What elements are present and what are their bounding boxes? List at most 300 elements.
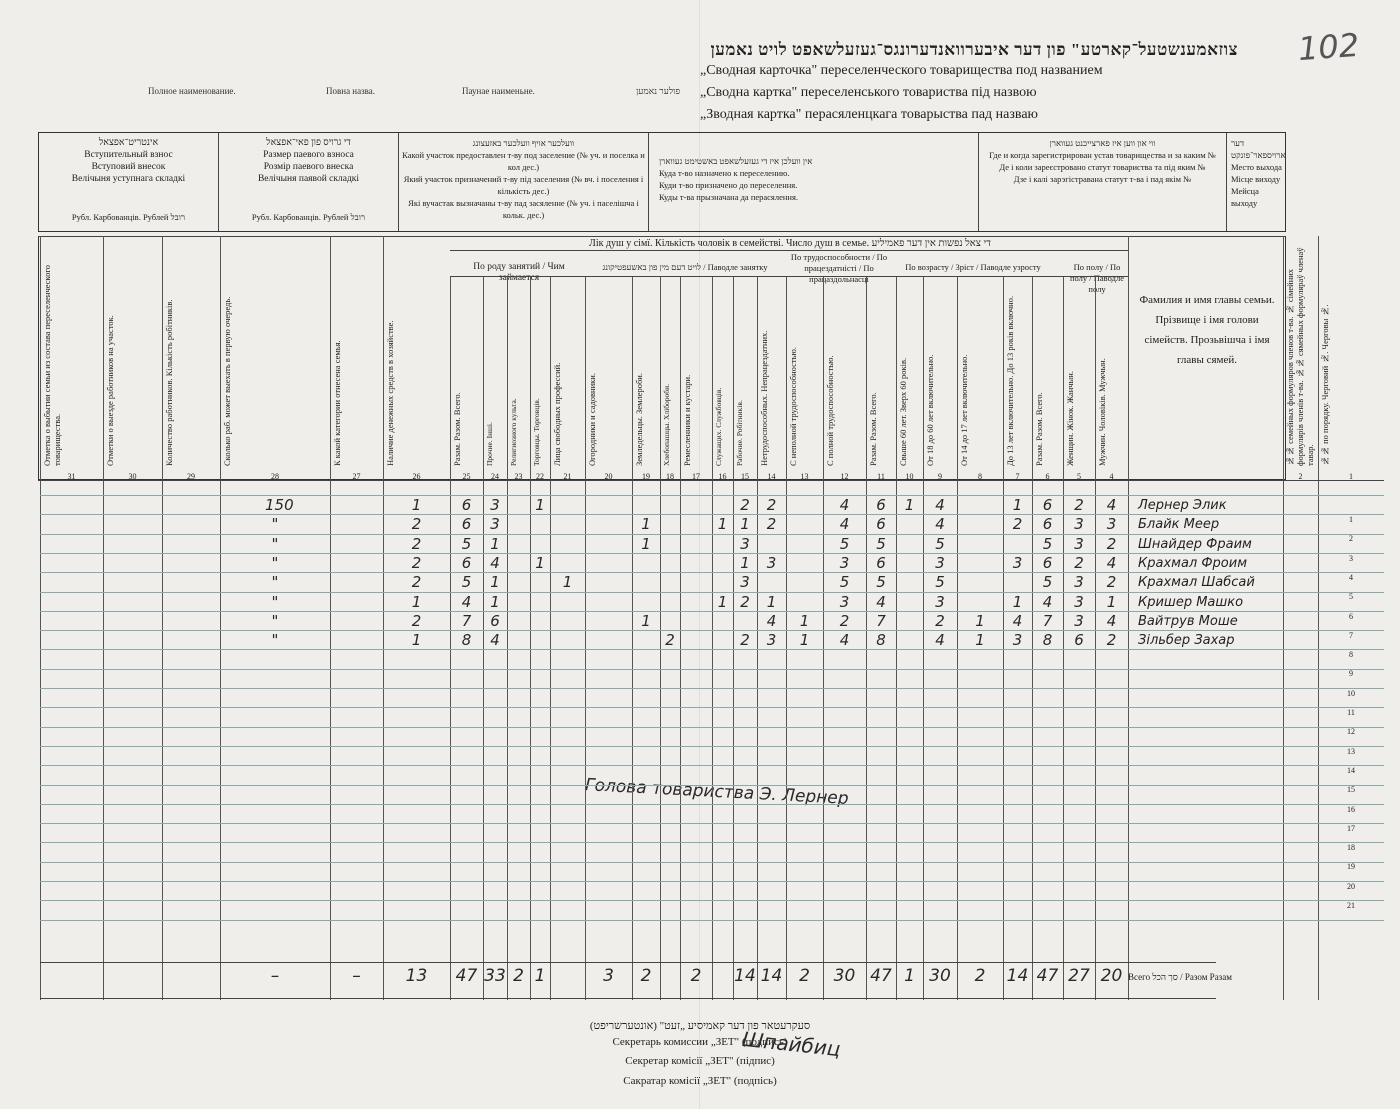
grid-row-line — [40, 920, 1384, 921]
column-divider — [383, 236, 384, 1000]
cell-value-c12: 2 — [839, 611, 850, 630]
column-header-23: Религиозного культа. — [509, 398, 518, 466]
grid-row-line — [40, 727, 1384, 728]
cell-value-c7: 1 — [1012, 496, 1023, 514]
column-divider — [712, 276, 713, 1000]
total-value-c11: 47 — [870, 966, 892, 986]
cell-value-c26: 2 — [411, 553, 422, 572]
cell-value-c22: 1 — [535, 553, 545, 572]
cell-value-c8: 1 — [975, 611, 985, 630]
column-header-10: Свыше 60 лет. Зверх 60 років. — [898, 357, 908, 466]
cell-value-c15: 2 — [740, 631, 750, 650]
grid-row-line — [40, 765, 1384, 766]
column-number-6: 6 — [1045, 472, 1050, 481]
grid-row-line — [40, 900, 1384, 901]
row-number: 16 — [1347, 804, 1355, 814]
column-divider — [786, 276, 787, 1000]
column-header-6: Разам. Разом. Всего. — [1034, 392, 1044, 466]
grid-row-line — [40, 862, 1384, 863]
cell-value-c19: 1 — [641, 534, 651, 553]
row-number: 10 — [1347, 688, 1355, 698]
row-number: 5 — [1349, 592, 1353, 602]
column-number-28: 28 — [271, 472, 279, 481]
total-value-c15: 14 — [734, 966, 756, 986]
family-head-header: Фамилия и имя главы семьи. Прізвище і імя голови сімейств. Прозьвішча і імя главы сямей. — [1139, 294, 1275, 366]
grid-row-line — [40, 553, 1384, 554]
column-number-19: 19 — [642, 472, 650, 481]
column-divider — [957, 276, 958, 1000]
totals-top-rule — [40, 962, 1216, 963]
cell-value-c9: 4 — [935, 515, 945, 534]
column-number-22: 22 — [536, 472, 544, 481]
column-header-16: Служащих. Службовців. — [714, 387, 723, 466]
grid-row-line — [40, 823, 1384, 824]
column-header-13: С неполной трудоспособностью. — [788, 347, 798, 466]
column-number-24: 24 — [491, 472, 499, 481]
secretary-label-uk: Секретар комісії „ЗЕТ" (підпис) — [625, 1055, 775, 1067]
box-registration: ווי און ווען איז פארצייכנט געווארן Где и когда зарегистрирован устав товарищества и за каким № Де і коли зареєстровано статут товариства та під яким № Дзе і калі зарэгістравана статут т-ва і пад якім № — [979, 133, 1227, 231]
cell-value-c28: 150 — [265, 496, 294, 514]
box-share-fee: די גרויס פון פאי־אפצאל Размер паевого взноса Розмір паевого внеска Велічыня паявой складкі Рубл. Карбованців. Рублей רובל — [219, 133, 399, 231]
column-header-15: Рабочие. Робітників. — [735, 400, 744, 466]
cell-value-c25: 5 — [461, 573, 472, 592]
cell-value-c5: 3 — [1074, 534, 1084, 553]
group-by-sex: По полу / По полу / Паводле полу — [1069, 262, 1124, 294]
cell-value-c11: 7 — [876, 611, 886, 630]
name-label-ru: Полное наименование. — [148, 86, 236, 96]
title-belarusian: „Зводная картка" перасяленцкага товарыства пад назваю — [700, 107, 1038, 122]
column-divider — [1128, 236, 1129, 1000]
cell-value-c4: 2 — [1106, 534, 1117, 553]
column-number-10: 10 — [905, 472, 914, 481]
column-number-11: 11 — [877, 472, 885, 481]
cell-value-c14: 2 — [766, 515, 777, 534]
grid-row-line — [40, 669, 1384, 670]
totals-bottom-rule — [40, 998, 1216, 999]
cell-value-c25: 6 — [461, 496, 472, 514]
column-number-12: 12 — [840, 472, 849, 481]
total-value-c12: 30 — [833, 966, 856, 986]
column-divider — [680, 276, 681, 1000]
family-head-name: Крахмал Шабсай — [1138, 575, 1255, 591]
cell-value-c9: 5 — [935, 534, 945, 553]
row-number: 11 — [1347, 708, 1355, 717]
cell-value-c28: " — [271, 553, 279, 572]
cell-value-c9: 3 — [935, 592, 945, 611]
column-header-31: Отметка о выбытии семьи из состава переселенческого товарищества. — [42, 265, 62, 466]
cell-value-c11: 6 — [876, 496, 886, 514]
cell-value-c4: 4 — [1106, 496, 1117, 514]
column-header-11: Разам. Разом. Всего. — [868, 392, 878, 466]
cell-value-c14: 1 — [766, 592, 777, 611]
column-divider — [1032, 276, 1033, 1000]
cell-value-c12: 4 — [839, 515, 850, 534]
cell-value-c19: 1 — [641, 515, 651, 534]
grid-row-line — [40, 842, 1384, 843]
cell-value-c24: 4 — [490, 553, 500, 572]
cell-value-c6: 6 — [1042, 496, 1053, 514]
group-by-occupation: По роду занятий / Чим займается — [473, 262, 565, 283]
cell-value-c28: " — [271, 631, 279, 650]
cell-value-c9: 4 — [935, 496, 945, 514]
cell-value-c19: 1 — [641, 611, 651, 630]
column-header-21: Лица свободных профессий. — [552, 362, 562, 466]
cell-value-c6: 8 — [1042, 631, 1053, 650]
column-header-2: №№ семейных формуляров членов т-ва. № сімейних формулярів членів т-ва. №№ сямейных формуляраў членаў тавар. — [1285, 247, 1315, 466]
column-number-30: 30 — [128, 472, 137, 481]
cell-value-c4: 3 — [1106, 515, 1117, 534]
family-head-name: Лернер Элик — [1138, 498, 1227, 513]
total-value-c28: – — [270, 966, 280, 986]
column-divider — [585, 276, 586, 1000]
cell-value-c14: 2 — [766, 496, 777, 514]
column-header-30: Отметки о выезде работников на участок. — [105, 315, 115, 466]
cell-value-c4: 2 — [1106, 631, 1117, 650]
cell-value-c5: 3 — [1074, 592, 1084, 611]
column-number-13: 13 — [800, 472, 809, 481]
column-number-9: 9 — [938, 472, 942, 481]
cell-value-c8: 1 — [975, 631, 985, 650]
name-label-yi: פולער נאמען — [636, 86, 681, 96]
box-destination: אין וועלכן איז די געזעלשאפט באשטימט געווארן Куда т-во назначено к переселению. Куди т-во призначено до переселення. Куды т-ва прызначана да перасялення. — [649, 133, 979, 231]
cell-value-c25: 6 — [461, 515, 472, 534]
family-head-name: Блайк Меер — [1138, 517, 1220, 533]
cell-value-c24: 1 — [490, 573, 500, 592]
column-divider — [1318, 236, 1319, 1000]
page-number: 102 — [1296, 25, 1361, 69]
cell-value-c15: 3 — [740, 573, 750, 592]
cell-value-c28: " — [271, 611, 279, 630]
row-number: 13 — [1347, 746, 1355, 756]
column-header-4: Мужчин. Чоловіків. Мужчын. — [1097, 358, 1107, 466]
column-divider — [330, 236, 331, 1000]
column-header-20: Огородники и садовники. — [587, 373, 597, 466]
total-value-c14: 14 — [760, 966, 783, 986]
group-by-age: По возрасту / Зріст / Паводле узросту — [905, 262, 1041, 272]
cell-value-c15: 2 — [740, 592, 750, 611]
cell-value-c15: 3 — [740, 534, 750, 553]
column-divider — [530, 276, 531, 1000]
cell-value-c7: 2 — [1012, 515, 1023, 534]
total-value-c26: 13 — [405, 966, 428, 986]
column-number-2: 2 — [1298, 472, 1303, 481]
cell-value-c12: 4 — [839, 631, 850, 650]
cell-value-c28: " — [271, 573, 279, 592]
cell-value-c26: 1 — [411, 496, 422, 514]
column-divider — [866, 276, 867, 1000]
cell-value-c16: 1 — [717, 515, 728, 534]
cell-value-c14: 4 — [766, 611, 777, 630]
row-number: 9 — [1349, 669, 1353, 679]
column-number-31: 31 — [67, 472, 76, 481]
column-header-1: №№ по порядку. Черговий №. Черговы №. — [1320, 304, 1330, 466]
cell-value-c9: 3 — [935, 553, 945, 572]
family-head-name: Вайтрув Моше — [1138, 613, 1238, 629]
column-header-14: Нетрудоспособных. Непрацездатних. — [759, 330, 769, 466]
cell-value-c25: 4 — [461, 592, 472, 611]
secretary-label-by: Сакратар комісії „ЗЕТ" (подпісь) — [623, 1075, 777, 1087]
total-value-c27: – — [352, 966, 361, 986]
column-divider — [483, 276, 484, 1000]
column-number-27: 27 — [352, 472, 361, 481]
cell-value-c26: 2 — [411, 534, 422, 553]
family-head-name: Зільбер Захар — [1138, 633, 1235, 649]
family-head-name: Шнайдер Фраим — [1138, 536, 1252, 552]
column-number-1: 1 — [1349, 472, 1353, 481]
cell-value-c9: 5 — [935, 573, 945, 592]
secretary-label-yi: סעקרעטאר פון דער קאמיסיע „זעט" (אונטערשריפט) — [589, 1020, 811, 1032]
column-divider — [923, 276, 924, 1000]
row-number: 12 — [1347, 727, 1355, 737]
column-number-21: 21 — [563, 472, 572, 481]
cell-value-c5: 2 — [1074, 553, 1084, 572]
total-value-c4: 20 — [1100, 966, 1123, 986]
grid-row-line — [40, 881, 1384, 882]
column-divider — [450, 276, 451, 1000]
column-header-29: Количество работников. Кількість робітників. — [164, 299, 174, 466]
cell-value-c26: 1 — [411, 592, 422, 611]
cell-value-c24: 1 — [490, 534, 500, 553]
cell-value-c21: 1 — [562, 573, 573, 592]
column-header-9: От 18 до 60 лет включительно. — [925, 354, 935, 466]
grid-row-line — [40, 688, 1384, 689]
column-number-8: 8 — [978, 472, 982, 481]
total-value-c10: 1 — [904, 966, 915, 986]
cell-value-c9: 2 — [935, 611, 945, 630]
column-number-5: 5 — [1077, 472, 1081, 481]
cell-value-c25: 7 — [461, 611, 472, 630]
cell-value-c11: 5 — [876, 534, 886, 553]
cell-value-c24: 6 — [490, 611, 500, 630]
column-divider — [733, 276, 734, 1000]
cell-value-c13: 1 — [799, 611, 810, 630]
column-number-18: 18 — [666, 472, 674, 481]
row-number: 19 — [1347, 862, 1355, 872]
cell-value-c5: 3 — [1074, 573, 1084, 592]
column-divider — [550, 276, 551, 1000]
cell-value-c11: 5 — [876, 573, 886, 592]
total-value-c8: 2 — [974, 966, 986, 986]
cell-value-c15: 2 — [740, 496, 750, 514]
cell-value-c12: 4 — [839, 496, 850, 514]
row-number: 21 — [1347, 901, 1355, 910]
column-number-14: 14 — [767, 472, 776, 481]
column-number-23: 23 — [514, 472, 523, 481]
secretary-signature: Шпайбиц — [741, 1026, 842, 1062]
header-group-rule — [450, 250, 1128, 251]
group-by-ability: По трудоспособности / По працездатністі / По працаздольнасці — [790, 252, 888, 284]
cell-value-c26: 1 — [411, 631, 422, 650]
name-label-uk: Повна назва. — [326, 86, 376, 96]
column-divider — [1003, 276, 1004, 1000]
row-number: 3 — [1349, 553, 1353, 563]
row-number: 8 — [1349, 650, 1353, 660]
cell-value-c4: 4 — [1106, 553, 1117, 572]
column-divider — [896, 276, 897, 1000]
column-header-25: Разам. Разом. Всего. — [452, 392, 462, 466]
column-divider — [507, 276, 508, 1000]
column-number-25: 25 — [462, 472, 471, 481]
cell-value-c5: 2 — [1074, 496, 1084, 514]
column-divider — [632, 276, 633, 1000]
cell-value-c25: 5 — [461, 534, 472, 553]
column-header-5: Женщин. Жінок. Жанчын. — [1065, 371, 1075, 466]
cell-value-c11: 8 — [876, 631, 886, 650]
cell-value-c11: 4 — [876, 592, 886, 611]
cell-value-c15: 1 — [740, 515, 750, 534]
grid-row-line — [40, 804, 1384, 805]
cell-value-c4: 1 — [1106, 592, 1117, 611]
column-number-15: 15 — [741, 472, 749, 481]
chairman-signature-note: Голова товариства Э. Лернер — [584, 775, 850, 809]
total-value-c13: 2 — [799, 966, 810, 986]
cell-value-c25: 6 — [461, 553, 472, 572]
total-value-c6: 47 — [1036, 966, 1059, 986]
cell-value-c6: 6 — [1042, 553, 1053, 572]
column-header-26: Наличие денежных средств в хозяйстве. — [385, 320, 395, 466]
column-header-12: С полной трудоспособностью. — [825, 355, 835, 466]
cell-value-c13: 1 — [799, 631, 810, 650]
cell-value-c12: 5 — [839, 573, 850, 592]
column-header-7: До 13 лет включительно. До 13 років включно. — [1005, 295, 1015, 466]
column-header-19: Земледельцы. Землероби. — [634, 373, 644, 466]
cell-value-c6: 5 — [1042, 573, 1053, 592]
column-divider — [220, 236, 221, 1000]
header-bottom-rule — [38, 480, 1384, 481]
cell-value-c22: 1 — [535, 496, 545, 514]
column-number-17: 17 — [692, 472, 700, 481]
cell-value-c9: 4 — [935, 631, 945, 650]
cell-value-c6: 7 — [1042, 611, 1053, 630]
total-value-c9: 30 — [929, 966, 951, 986]
grid-row-line — [40, 746, 1384, 747]
total-value-c17: 2 — [690, 966, 702, 986]
column-divider — [103, 236, 104, 1000]
header-subgroup-rule — [450, 276, 1128, 277]
cell-value-c14: 3 — [766, 553, 777, 572]
grid-row-line — [40, 534, 1384, 535]
cell-value-c5: 6 — [1074, 631, 1084, 650]
cell-value-c18: 2 — [665, 631, 675, 650]
cell-value-c5: 3 — [1074, 611, 1084, 630]
column-divider — [40, 236, 41, 1000]
cell-value-c24: 4 — [490, 631, 500, 650]
column-header-17: Ремесленники и кустари. — [682, 374, 692, 466]
info-boxes — [38, 132, 1286, 232]
cell-value-c14: 3 — [766, 631, 777, 650]
column-header-28: Сколько раб. может выехать в первую очередь. — [222, 296, 232, 466]
cell-value-c6: 6 — [1042, 515, 1053, 534]
total-value-c23: 2 — [513, 966, 524, 986]
total-value-c24: 33 — [484, 966, 506, 986]
column-number-4: 4 — [1109, 472, 1114, 481]
row-number: 2 — [1349, 534, 1353, 544]
totals-label: Всего סך הכל / Разом Разам — [1128, 972, 1232, 982]
column-number-16: 16 — [718, 472, 727, 481]
cell-value-c12: 3 — [839, 592, 850, 611]
cell-value-c12: 3 — [839, 553, 850, 572]
cell-value-c7: 1 — [1012, 592, 1023, 611]
cell-value-c4: 4 — [1106, 611, 1117, 630]
total-value-c7: 14 — [1006, 966, 1029, 986]
family-head-name: Кришер Машко — [1138, 594, 1244, 610]
column-header-22: Торговцы. Торговців. — [532, 398, 541, 466]
column-divider — [823, 276, 824, 1000]
cell-value-c28: " — [271, 515, 279, 534]
total-value-c20: 3 — [603, 966, 614, 986]
cell-value-c11: 6 — [876, 553, 886, 572]
row-number: 14 — [1347, 765, 1355, 775]
group-by-occupation-alt: לויט דעם מין פון באשעפטיקונג / Паводле занятку — [602, 262, 768, 272]
row-number: 7 — [1349, 630, 1353, 640]
column-header-24: Прочие. Інші. — [485, 422, 494, 466]
grid-row-line — [40, 785, 1384, 786]
total-value-c5: 27 — [1068, 966, 1090, 986]
column-divider — [162, 236, 163, 1000]
cell-value-c26: 2 — [411, 573, 422, 592]
column-header-27: К какой категории отнесена семья. — [332, 340, 342, 466]
cell-value-c12: 5 — [839, 534, 850, 553]
column-number-29: 29 — [187, 472, 195, 481]
cell-value-c16: 1 — [717, 592, 728, 611]
column-divider — [1283, 236, 1284, 1000]
box-departure: דער ארויספאר־פונקט Место выхода Місце виходу Мейсца выходу — [1231, 138, 1286, 208]
cell-value-c6: 5 — [1042, 534, 1053, 553]
cell-value-c7: 3 — [1012, 553, 1023, 572]
cell-value-c4: 2 — [1106, 573, 1117, 592]
cell-value-c7: 4 — [1012, 611, 1023, 630]
row-number: 18 — [1347, 843, 1355, 853]
column-divider — [1063, 276, 1064, 1000]
grid-row-line — [40, 611, 1384, 612]
secretary-label-ru: Секретарь комиссии „ЗЕТ" (подпись) — [612, 1036, 788, 1048]
row-number: 4 — [1349, 572, 1353, 582]
cell-value-c24: 3 — [490, 515, 500, 534]
row-number: 15 — [1347, 785, 1355, 795]
column-header-8: От 14 до 17 лет включительно. — [959, 354, 969, 466]
total-value-c22: 1 — [534, 966, 546, 986]
row-number: 1 — [1349, 515, 1353, 524]
column-header-18: Хлебопашцы. Хлібороби. — [662, 384, 671, 466]
grid-row-line — [40, 495, 1384, 496]
cell-value-c28: " — [271, 534, 279, 553]
column-number-20: 20 — [604, 472, 613, 481]
column-number-26: 26 — [412, 472, 421, 481]
grid-row-line — [40, 649, 1384, 650]
cell-value-c10: 1 — [904, 496, 915, 514]
cell-value-c6: 4 — [1042, 592, 1053, 611]
grid-row-line — [40, 707, 1384, 708]
total-value-c25: 47 — [455, 966, 478, 986]
grid-row-line — [40, 630, 1384, 631]
cell-value-c11: 6 — [876, 515, 886, 534]
cell-value-c15: 1 — [740, 553, 750, 572]
cell-value-c7: 3 — [1012, 631, 1023, 650]
column-divider — [1095, 276, 1096, 1000]
grid-row-line — [40, 572, 1384, 573]
cell-value-c25: 8 — [461, 631, 472, 650]
row-number: 6 — [1349, 611, 1353, 621]
box-plot: וועלכער אויף וועלכער באזעצונג Какой участок предоставлен т-ву под заселение (№ уч. и поселка и кол дес.) Який участок призначений т-ву під заселения (№ вч. і поселения і кількість дес.) Які вучастак вызначаны т-ву пад засяленне (№ уч. і паселішча і кольк. дес.) — [399, 133, 649, 231]
column-divider — [757, 276, 758, 1000]
cell-value-c24: 3 — [490, 496, 500, 514]
group-family-count: Лік душ у сімї. Кількість чоловік в семействі. Число душ в семье. די צאל נפשות אין דער פאמיליע — [589, 238, 991, 249]
row-number: 20 — [1347, 881, 1355, 891]
cell-value-c24: 1 — [490, 592, 500, 611]
total-value-c19: 2 — [640, 966, 652, 986]
family-head-name: Крахмал Фроим — [1138, 555, 1248, 571]
cell-value-c26: 2 — [411, 611, 422, 630]
